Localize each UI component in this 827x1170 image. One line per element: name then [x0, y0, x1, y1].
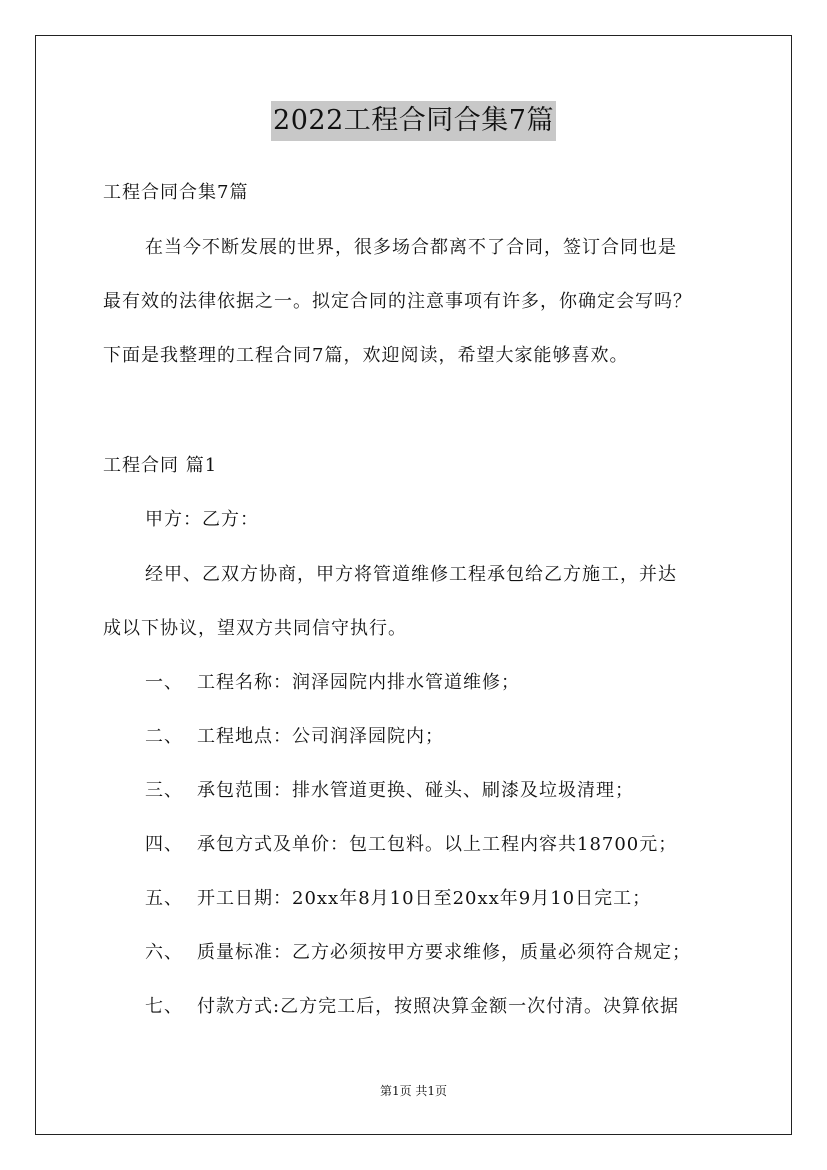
clause-number: 四、 [145, 834, 183, 855]
clause-item [145, 995, 679, 1019]
agreement-line-2: 成以下协议，望双方共同信守执行。 [103, 618, 407, 639]
clause-number: 六、 [145, 942, 183, 963]
clause-number: 一、 [145, 672, 183, 693]
clause-text: 承包范围：排水管道更换、碰头、刷漆及垃圾清理； [197, 780, 634, 801]
clause-item [145, 671, 520, 695]
document-title: 2022工程合同合集7篇 [271, 101, 556, 141]
section-heading: 工程合同 篇1 [103, 455, 218, 476]
clause-item [145, 833, 677, 857]
parties-line: 甲方：乙方： [145, 509, 259, 530]
document-title-wrap [0, 101, 827, 141]
agreement-line-1: 经甲、乙双方协商，甲方将管道维修工程承包给乙方施工，并达 [145, 564, 677, 585]
clause-text: 工程地点：公司润泽园院内； [197, 726, 444, 747]
clause-text: 承包方式及单价：包工包料。以上工程内容共18700元； [197, 834, 678, 855]
document-subtitle: 工程合同合集7篇 [103, 182, 249, 203]
clause-number: 二、 [145, 726, 183, 747]
page-footer: 第1页 共1页 [379, 1084, 448, 1098]
clause-text: 付款方式:乙方完工后，按照决算金额一次付清。决算依据 [197, 996, 680, 1017]
clause-item [145, 941, 691, 965]
clause-number: 三、 [145, 780, 183, 801]
clause-text: 工程名称：润泽园院内排水管道维修； [197, 672, 520, 693]
clause-item [145, 725, 444, 749]
intro-line-3: 下面是我整理的工程合同7篇，欢迎阅读，希望大家能够喜欢。 [103, 345, 629, 366]
intro-line-1: 在当今不断发展的世界，很多场合都离不了合同，签订合同也是 [145, 237, 677, 258]
clause-item [145, 779, 634, 803]
intro-line-2: 最有效的法律依据之一。拟定合同的注意事项有许多，你确定会写吗？ [103, 291, 692, 312]
clause-item [145, 887, 651, 911]
clause-text: 开工日期：20xx年8月10日至20xx年9月10日完工； [197, 888, 652, 909]
clause-number: 五、 [145, 888, 183, 909]
clause-number: 七、 [145, 996, 183, 1017]
clause-text: 质量标准：乙方必须按甲方要求维修，质量必须符合规定； [197, 942, 691, 963]
